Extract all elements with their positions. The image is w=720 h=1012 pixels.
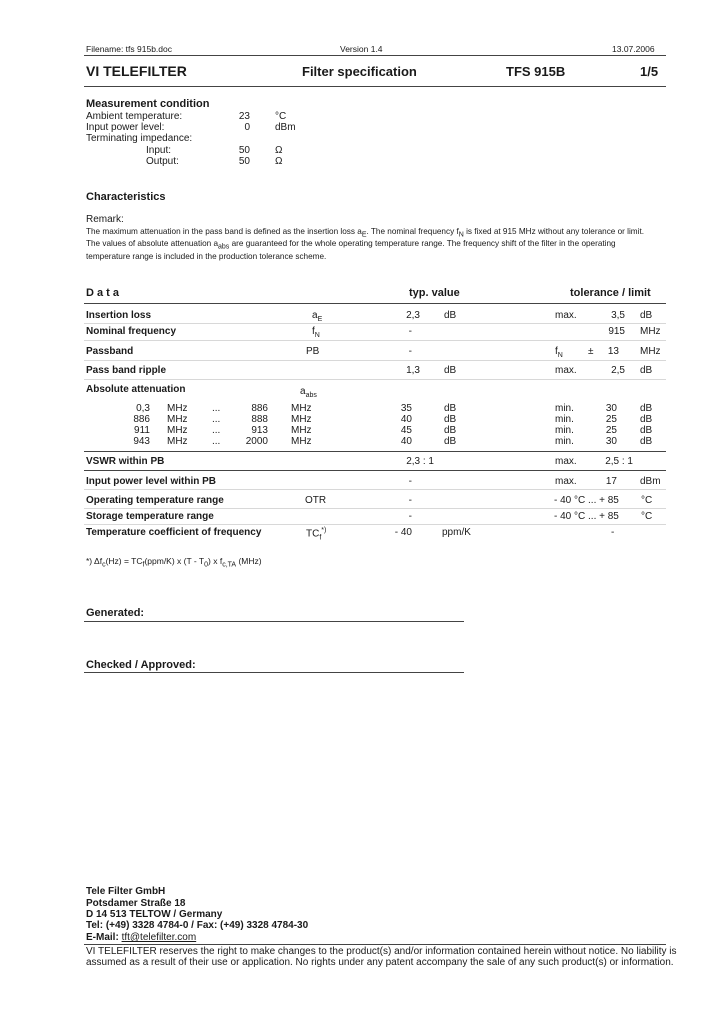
abs-att-u1: MHz (167, 414, 188, 425)
ripple-lim-unit: dB (640, 365, 653, 376)
ambient-value: 23 (238, 111, 250, 122)
power-value: 0 (244, 122, 250, 133)
abs-att-dots: ... (212, 425, 221, 436)
ripple-lim: 2,5 (611, 365, 625, 376)
abs-att-f1: 886 (133, 414, 150, 425)
ripple-typ: 1,3 (406, 365, 420, 376)
terminating-label: Terminating impedance: (86, 133, 193, 144)
abs-att-lim-type: min. (555, 414, 574, 425)
remark-line-2: The values of absolute attenuation $a_{abs}$ are guaranteed for the whole operating temperature range. The frequency shift of the filter in the operating (86, 239, 616, 251)
abs-att-typ-unit: dB (444, 436, 457, 447)
storage-lim-unit: °C (641, 511, 653, 522)
passband-typ: - (408, 346, 412, 357)
ripple-label: Pass band ripple (86, 365, 167, 376)
ambient-label: Ambient temperature: (86, 111, 183, 122)
header-doc-title: Filter specification (302, 64, 417, 79)
abs-att-u1: MHz (167, 425, 188, 436)
abs-att-typ-unit: dB (444, 425, 457, 436)
footer-tel-fax: Tel: (+49) 3328 4784-0 / Fax: (+49) 3328 4784-30 (86, 920, 309, 931)
row-divider (84, 323, 666, 324)
abs-att-lim: 30 (605, 403, 617, 414)
abs-att-label: Absolute attenuation (86, 384, 186, 395)
input-impedance-unit: Ω (275, 145, 283, 156)
tcf-symbol: $TC_f^{*)}$ (306, 527, 327, 542)
data-header-rule (84, 303, 666, 304)
header-rule-top (84, 55, 666, 56)
input-power-lim-type: max. (555, 476, 577, 487)
characteristics-title: Characteristics (86, 191, 166, 203)
abs-att-lim: 25 (605, 414, 617, 425)
output-impedance-unit: Ω (275, 156, 283, 167)
abs-att-u1: MHz (167, 436, 188, 447)
row-divider-strong (84, 470, 666, 471)
ambient-unit: °C (275, 111, 287, 122)
data-title: D a t a (86, 287, 120, 299)
header-date: 13.07.2006 (612, 44, 655, 54)
abs-att-lim-type: min. (555, 403, 574, 414)
checked-signature-line (84, 672, 464, 673)
output-impedance-label: Output: (146, 156, 179, 167)
abs-att-lim: 30 (605, 436, 617, 447)
abs-att-f1: 943 (133, 436, 150, 447)
abs-att-f2: 2000 (245, 436, 268, 447)
vswr-label: VSWR within PB (86, 456, 165, 467)
abs-att-typ: 45 (400, 425, 412, 436)
vswr-lim-type: max. (555, 456, 577, 467)
header-version: Version 1.4 (340, 44, 383, 54)
abs-att-typ: 35 (400, 403, 412, 414)
abs-att-lim-unit: dB (640, 425, 653, 436)
row-divider (84, 508, 666, 509)
abs-att-dots: ... (212, 436, 221, 447)
remark-line-3: temperature range is included in the production tolerance scheme. (86, 252, 327, 261)
input-power-lim: 17 (605, 476, 617, 487)
abs-att-dots: ... (212, 414, 221, 425)
input-power-lim-unit: dBm (640, 476, 661, 487)
header-page-number: 1/5 (640, 64, 659, 79)
power-label: Input power level: (86, 122, 165, 133)
row-divider-strong (84, 451, 666, 452)
vswr-lim: 2,5 : 1 (605, 456, 633, 467)
nominal-frequency-label: Nominal frequency (86, 326, 177, 337)
row-divider (84, 524, 666, 525)
otr-lim-unit: °C (641, 495, 653, 506)
header-rule-bottom (84, 86, 666, 87)
typ-value-header: typ. value (409, 287, 460, 299)
footer-disclaimer-2: assumed as a result of their use or application. No rights under any patent accompany the sale of any such product(s) or information. (86, 957, 674, 968)
row-divider (84, 379, 666, 380)
abs-att-lim: 25 (605, 425, 617, 436)
otr-symbol: OTR (305, 495, 327, 506)
nominal-frequency-typ: - (408, 326, 412, 337)
row-divider (84, 360, 666, 361)
tolerance-header: tolerance / limit (570, 287, 651, 299)
power-unit: dBm (275, 122, 296, 133)
insertion-loss-typ: 2,3 (406, 310, 420, 321)
insertion-loss-lim-type: max. (555, 310, 577, 321)
passband-lim-unit: MHz (640, 346, 661, 357)
insertion-loss-label: Insertion loss (86, 310, 152, 321)
abs-att-f2: 886 (251, 403, 268, 414)
measurement-title: Measurement condition (86, 98, 210, 110)
abs-att-lim-unit: dB (640, 403, 653, 414)
insertion-loss-lim-unit: dB (640, 310, 653, 321)
passband-plus-minus: ± (588, 346, 594, 357)
storage-typ: - (408, 511, 412, 522)
tcf-typ-unit: ppm/K (442, 527, 471, 538)
abs-att-u1: MHz (167, 403, 188, 414)
footer-email-label: E-Mail: (86, 932, 119, 943)
abs-att-u2: MHz (291, 436, 312, 447)
abs-att-f2: 913 (251, 425, 268, 436)
input-impedance-label: Input: (146, 145, 172, 156)
output-impedance-value: 50 (238, 156, 250, 167)
abs-att-symbol: $a_{abs}$ (300, 386, 317, 399)
nominal-frequency-lim: 915 (608, 326, 625, 337)
input-power-typ: - (408, 476, 412, 487)
abs-att-lim-unit: dB (640, 414, 653, 425)
nominal-frequency-lim-unit: MHz (640, 326, 661, 337)
insertion-loss-typ-unit: dB (444, 310, 457, 321)
footer-company: Tele Filter GmbH (86, 886, 166, 897)
row-divider (84, 489, 666, 490)
header-part-number: TFS 915B (506, 64, 566, 79)
passband-lim: 13 (607, 346, 619, 357)
header-filename: Filename: tfs 915b.doc (86, 44, 172, 54)
storage-lim: - 40 °C ... + 85 (554, 511, 619, 522)
passband-lim-type: $f_N$ (555, 346, 563, 359)
footer-rule (84, 944, 666, 945)
footer-disclaimer-1: VI TELEFILTER reserves the right to make changes to the product(s) and/or information contained herein without notice. No liability is (86, 946, 677, 957)
input-impedance-value: 50 (238, 145, 250, 156)
footnote: *) $\Delta f_c(Hz) = TC_f(ppm/K)$ x $(T - T_0)$ x $f_{c,TA}$ (MHz) (86, 556, 262, 569)
abs-att-lim-type: min. (555, 425, 574, 436)
abs-att-lim-unit: dB (640, 436, 653, 447)
abs-att-typ-unit: dB (444, 414, 457, 425)
abs-att-f2: 888 (251, 414, 268, 425)
abs-att-f1: 0,3 (136, 403, 150, 414)
input-power-label: Input power level within PB (86, 476, 217, 487)
footer-street: Potsdamer Straße 18 (86, 898, 186, 909)
insertion-loss-lim: 3,5 (611, 310, 625, 321)
remark-label: Remark: (86, 214, 124, 225)
row-divider (84, 340, 666, 341)
abs-att-lim-type: min. (555, 436, 574, 447)
otr-label: Operating temperature range (86, 495, 224, 506)
abs-att-typ: 40 (400, 436, 412, 447)
ripple-lim-type: max. (555, 365, 577, 376)
otr-typ: - (408, 495, 412, 506)
tcf-typ: - 40 (394, 527, 412, 538)
passband-label: Passband (86, 346, 134, 357)
insertion-loss-symbol: $a_E$ (312, 310, 323, 323)
tcf-lim: - (611, 527, 615, 538)
abs-att-u2: MHz (291, 414, 312, 425)
footer-email-link[interactable]: tft@telefilter.com (121, 932, 197, 943)
generated-signature-line (84, 621, 464, 622)
vswr-typ: 2,3 : 1 (406, 456, 434, 467)
otr-lim: - 40 °C ... + 85 (554, 495, 619, 506)
nominal-frequency-symbol: $f_N$ (312, 326, 320, 339)
tcf-label: Temperature coefficient of frequency (86, 527, 262, 538)
generated-label: Generated: (86, 607, 145, 619)
abs-att-typ-unit: dB (444, 403, 457, 414)
abs-att-u2: MHz (291, 403, 312, 414)
abs-att-u2: MHz (291, 425, 312, 436)
footer-city: D 14 513 TELTOW / Germany (86, 909, 223, 920)
abs-att-typ: 40 (400, 414, 412, 425)
remark-line-1: The maximum attenuation in the pass band is defined as the insertion loss $a_E$. The nominal frequency $f_N$ is fixed at 915 MHz without any tolerance or limit. (86, 227, 644, 239)
header-company: VI TELEFILTER (86, 63, 187, 79)
abs-att-dots: ... (212, 403, 221, 414)
checked-label: Checked / Approved: (86, 659, 196, 671)
ripple-typ-unit: dB (444, 365, 457, 376)
abs-att-f1: 911 (134, 425, 150, 436)
passband-symbol: PB (306, 346, 320, 357)
storage-label: Storage temperature range (86, 511, 214, 522)
footer-email-row (86, 932, 196, 943)
